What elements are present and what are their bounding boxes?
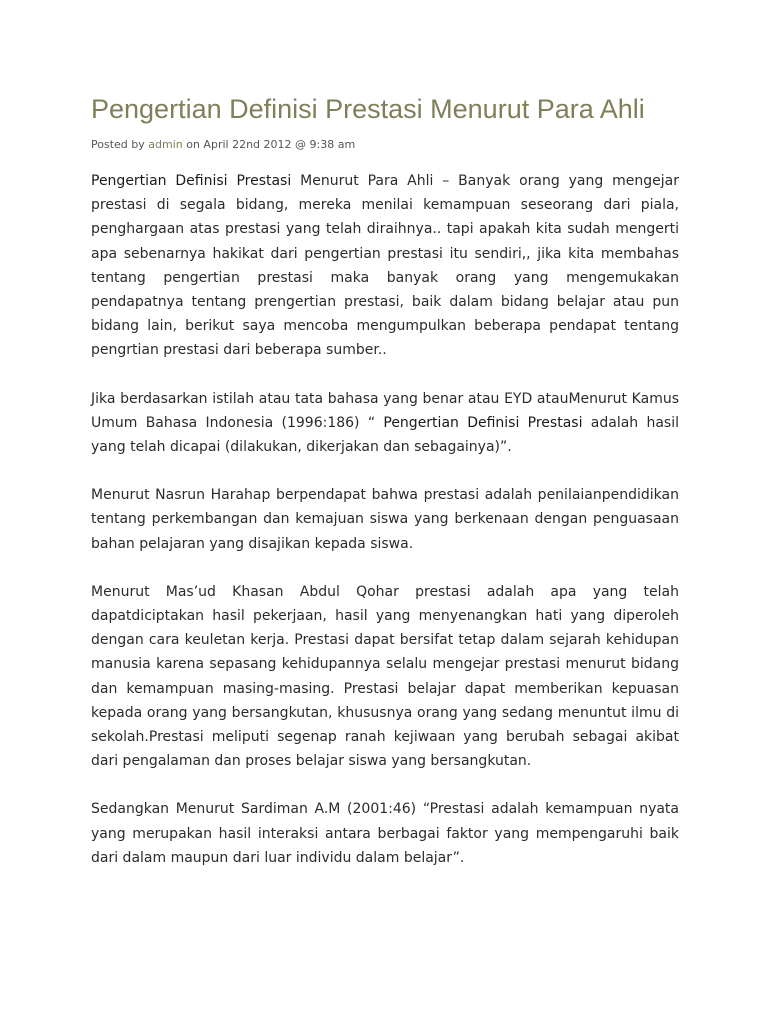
paragraph-text: Menurut Para Ahli – Banyak orang yang mengejar prestasi di segala bidang, mereka menilai kemampuan seseorang dari piala, penghargaan atas prestasi yang telah diraihnya.. tapi apakah kita sudah mengerti apa sebenarnya hakikat dari pengertian prestasi itu sendiri,, jika kita membahas tentang pengertian prestasi maka banyak orang yang mengemukakan pendapatnya tentang prengertian prestasi, baik dalam bidang belajar atau pun bidang lain, berikut saya mencoba mengumpulkan beberapa pendapat tentang pengrtian prestasi dari beberapa sumber.. [91,173,679,359]
paragraph-text: adalah hasil yang telah dicapai (dilakukan, dikerjakan dan sebagainya)”. [91,414,679,456]
post-meta [91,138,679,151]
paragraph-nasrun: Menurut Nasrun Harahap berpendapat bahwa prestasi adalah penilaianpendidikan tentang perkembangan dan kemajuan siswa yang berkenaan dengan penguasaan bahan pelajaran yang disajikan kepada siswa. [91,487,679,552]
article-body [91,169,679,870]
posted-by-label: Posted by [91,138,145,151]
paragraph-sardiman: Sedangkan Menurut Sardiman A.M (2001:46) “Prestasi adalah kemampuan nyata yang merupakan hasil interaksi antara berbagai faktor yang mempengaruhi baik dari dalam maupun dari luar individu dalam belajar”. [91,801,679,866]
paragraph-intro [91,169,679,363]
article [91,93,679,894]
post-date: on April 22nd 2012 @ 9:38 am [186,138,356,151]
author-link[interactable]: admin [148,138,183,151]
paragraph-kbbi [91,387,679,460]
keyword-link[interactable]: Pengertian Definisi Prestasi [383,414,583,431]
article-title: Pengertian Definisi Prestasi Menurut Para Ahli [91,94,645,124]
paragraph-masud: Menurut Mas’ud Khasan Abdul Qohar prestasi adalah apa yang telah dapatdiciptakan hasil pekerjaan, hasil yang menyenangkan hati yang diperoleh dengan cara keuletan kerja. Prestasi dapat bersifat tetap dalam sejarah kehidupan manusia karena sepasang kehidupannya selalu mengejar prestasi menurut bidang dan kemampuan masing-masing. Prestasi belajar dapat memberikan kepuasan kepada orang yang bersangkutan, khususnya orang yang sedang menuntut ilmu di sekolah.Prestasi meliputi segenap ranah kejiwaan yang berubah sebagai akibat dari pengalaman dan proses belajar siswa yang bersangkutan. [91,583,679,770]
keyword-link[interactable]: Pengertian Definisi Prestasi [91,173,292,189]
paragraph-text: Jika berdasarkan istilah atau tata bahasa yang benar atau EYD atauMenurut Kamus Umum Bahasa Indonesia (1996:186) “ [91,390,679,431]
